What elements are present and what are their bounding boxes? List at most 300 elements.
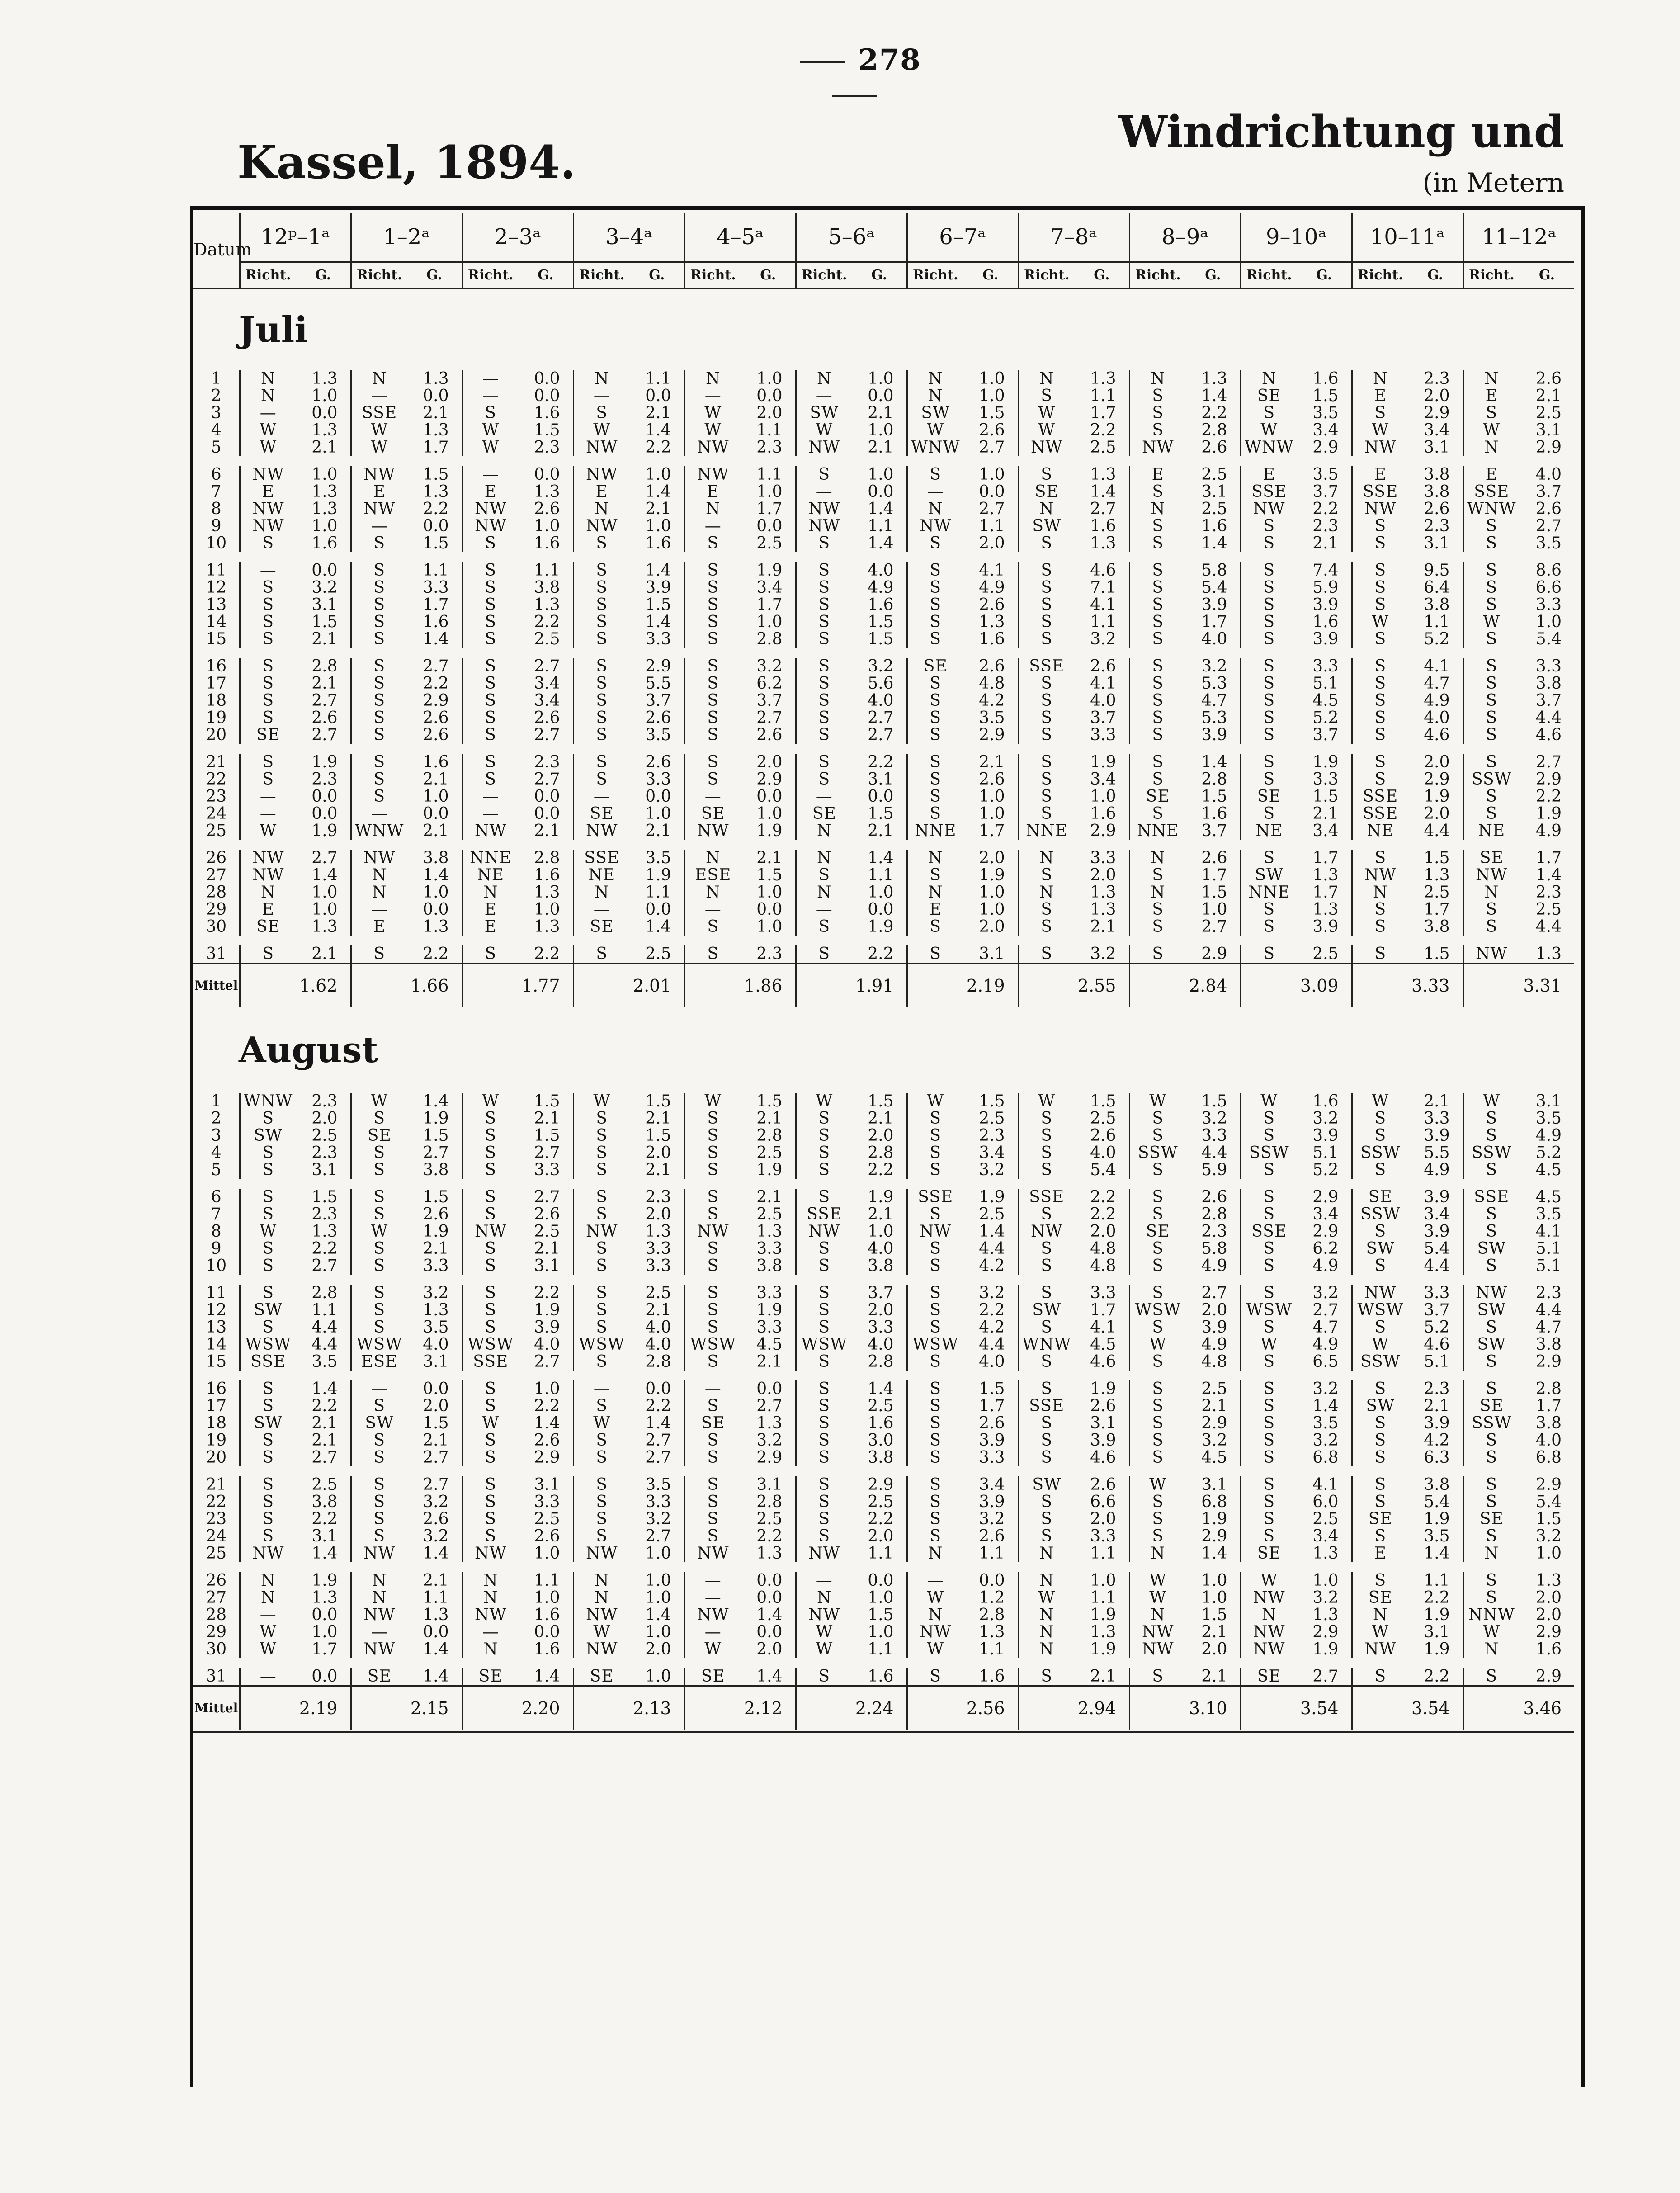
speed-cell: 1.0 bbox=[534, 1380, 560, 1398]
direction-cell: NW bbox=[684, 439, 741, 456]
direction-cell: S bbox=[796, 562, 852, 579]
direction-cell: NW bbox=[462, 1607, 519, 1624]
direction-cell: N bbox=[1018, 1607, 1075, 1624]
direction-cell: S bbox=[351, 535, 407, 552]
direction-cell: S bbox=[1129, 692, 1186, 709]
speed-cell: 2.5 bbox=[756, 1510, 783, 1528]
speed-cell: 1.3 bbox=[423, 1301, 449, 1319]
direction-cell: S bbox=[1241, 1511, 1297, 1528]
direction-cell: S bbox=[240, 1398, 296, 1415]
speed-cell: 1.5 bbox=[1424, 945, 1450, 963]
direction-cell: S bbox=[1352, 596, 1408, 614]
speed-cell: 1.7 bbox=[423, 596, 449, 614]
direction-cell: S bbox=[240, 579, 296, 596]
speed-cell: 1.3 bbox=[311, 369, 338, 388]
speed-cell: 2.0 bbox=[1535, 1606, 1562, 1624]
hour-header: 10–11ᵃ bbox=[1352, 213, 1463, 262]
direction-cell: S bbox=[1129, 1415, 1186, 1432]
speed-cell: 3.7 bbox=[1312, 482, 1339, 501]
direction-cell: W bbox=[1129, 1336, 1186, 1353]
speed-cell: 1.0 bbox=[645, 804, 671, 823]
direction-cell: S bbox=[462, 579, 519, 596]
date-cell: 1 bbox=[211, 369, 222, 388]
direction-cell: W bbox=[351, 422, 407, 439]
direction-subheader: Richt. bbox=[240, 262, 296, 288]
hour-header-row bbox=[193, 213, 1574, 262]
speed-cell: 3.7 bbox=[1535, 482, 1562, 501]
speed-cell: 2.1 bbox=[1424, 1397, 1450, 1415]
direction-cell: W bbox=[351, 439, 407, 456]
direction-cell: S bbox=[684, 1494, 741, 1511]
speed-cell: 3.3 bbox=[423, 1257, 449, 1275]
direction-cell: S bbox=[1018, 1353, 1075, 1371]
date-cell: 4 bbox=[211, 1144, 222, 1162]
direction-cell: S bbox=[1352, 1162, 1408, 1179]
direction-cell: S bbox=[240, 535, 296, 552]
direction-cell: S bbox=[573, 1206, 630, 1223]
speed-cell: 3.1 bbox=[1201, 482, 1227, 501]
speed-cell: 3.9 bbox=[1090, 1431, 1116, 1450]
direction-cell: S bbox=[684, 945, 741, 964]
direction-cell: S bbox=[351, 1302, 407, 1319]
direction-cell: S bbox=[907, 771, 963, 788]
speed-cell: 5.1 bbox=[1424, 1352, 1450, 1371]
speed-cell: 2.2 bbox=[1201, 404, 1227, 422]
speed-cell: 3.9 bbox=[1424, 1222, 1450, 1241]
speed-cell: 2.7 bbox=[311, 726, 338, 744]
direction-cell: NW bbox=[351, 850, 407, 867]
date-cell: 20 bbox=[206, 1448, 227, 1467]
direction-cell: S bbox=[796, 1302, 852, 1319]
direction-cell: N bbox=[1018, 1641, 1075, 1658]
direction-cell: S bbox=[796, 1353, 852, 1371]
direction-cell: N bbox=[1463, 1545, 1520, 1562]
direction-cell: S bbox=[573, 1302, 630, 1319]
speed-cell: 1.5 bbox=[1535, 1510, 1562, 1528]
speed-cell: 1.9 bbox=[1424, 1606, 1450, 1624]
speed-cell: 2.0 bbox=[1201, 1640, 1227, 1659]
group-spacer bbox=[193, 1179, 1574, 1189]
speed-cell: 2.9 bbox=[645, 657, 671, 676]
direction-cell: NW bbox=[240, 501, 296, 518]
speed-cell: 2.6 bbox=[979, 421, 1005, 440]
direction-cell: — bbox=[907, 1572, 963, 1589]
speed-cell: 0.0 bbox=[756, 387, 783, 405]
direction-cell: NW bbox=[573, 1641, 630, 1658]
direction-cell: S bbox=[1129, 901, 1186, 918]
direction-cell: — bbox=[573, 901, 630, 918]
direction-cell: S bbox=[573, 596, 630, 614]
speed-cell: 1.4 bbox=[1201, 534, 1227, 553]
direction-cell: S bbox=[1129, 1353, 1186, 1371]
speed-cell: 1.3 bbox=[1312, 1544, 1339, 1563]
direction-cell: S bbox=[907, 1285, 963, 1302]
direction-cell: S bbox=[573, 675, 630, 692]
direction-cell: — bbox=[684, 901, 741, 918]
speed-cell: 2.0 bbox=[979, 917, 1005, 936]
speed-cell: 3.2 bbox=[979, 1161, 1005, 1179]
speed-cell: 1.5 bbox=[1090, 1092, 1116, 1111]
direction-cell: S bbox=[907, 1511, 963, 1528]
speed-cell: 2.0 bbox=[1090, 866, 1116, 884]
speed-cell: 5.4 bbox=[1424, 1239, 1450, 1258]
speed-cell: 0.0 bbox=[756, 1571, 783, 1590]
speed-cell: 1.9 bbox=[756, 822, 783, 840]
direction-cell: N bbox=[1018, 1572, 1075, 1589]
direction-cell: S bbox=[907, 754, 963, 771]
speed-cell: 2.6 bbox=[979, 770, 1005, 789]
direction-cell: — bbox=[462, 370, 519, 388]
speed-cell: 3.1 bbox=[311, 1161, 338, 1179]
direction-cell: — bbox=[351, 1380, 407, 1398]
speed-cell: 3.8 bbox=[1424, 465, 1450, 484]
speed-cell: 2.0 bbox=[311, 1109, 338, 1128]
speed-cell: 2.7 bbox=[311, 691, 338, 710]
speed-cell: 3.8 bbox=[756, 1257, 783, 1275]
direction-cell: N bbox=[1129, 1607, 1186, 1624]
speed-cell: 5.2 bbox=[1424, 1318, 1450, 1337]
speed-cell: 2.8 bbox=[1201, 1205, 1227, 1224]
direction-cell: S bbox=[1352, 1110, 1408, 1127]
direction-cell: S bbox=[1463, 596, 1520, 614]
speed-cell: 3.0 bbox=[868, 1431, 894, 1450]
direction-cell: NW bbox=[573, 518, 630, 535]
direction-cell: NW bbox=[462, 822, 519, 840]
direction-cell: S bbox=[1018, 1206, 1075, 1223]
group-spacer-cell bbox=[193, 1179, 1574, 1189]
speed-cell: 1.3 bbox=[756, 1222, 783, 1241]
direction-cell: S bbox=[240, 1162, 296, 1179]
direction-cell: S bbox=[684, 1240, 741, 1257]
direction-cell: S bbox=[351, 1285, 407, 1302]
direction-cell: S bbox=[684, 1449, 741, 1466]
table-row bbox=[193, 1572, 1574, 1589]
direction-cell: E bbox=[462, 901, 519, 918]
table-row bbox=[193, 1624, 1574, 1641]
speed-cell: 2.2 bbox=[311, 1510, 338, 1528]
table-row bbox=[193, 1257, 1574, 1275]
speed-cell: 2.9 bbox=[1424, 404, 1450, 422]
direction-cell: NW bbox=[1463, 945, 1520, 964]
direction-cell: SSE bbox=[1352, 483, 1408, 501]
direction-cell: SW bbox=[1241, 867, 1297, 884]
speed-cell: 1.7 bbox=[756, 596, 783, 614]
speed-subheader: G. bbox=[630, 262, 684, 288]
direction-cell: S bbox=[573, 1353, 630, 1371]
direction-cell: SW bbox=[1463, 1336, 1520, 1353]
direction-cell: S bbox=[796, 1476, 852, 1494]
mean-direction-cell bbox=[351, 964, 407, 1007]
direction-cell: SW bbox=[1463, 1240, 1520, 1257]
speed-cell: 5.3 bbox=[1201, 674, 1227, 693]
speed-cell: 1.9 bbox=[1090, 1606, 1116, 1624]
direction-cell: S bbox=[351, 1189, 407, 1206]
group-spacer bbox=[193, 840, 1574, 850]
speed-cell: 2.0 bbox=[1090, 1222, 1116, 1241]
speed-cell: 0.0 bbox=[868, 900, 894, 919]
direction-cell: S bbox=[462, 692, 519, 709]
date-cell: 31 bbox=[206, 1667, 227, 1686]
speed-cell: 2.2 bbox=[423, 674, 449, 693]
direction-cell: — bbox=[462, 788, 519, 805]
speed-cell: 1.9 bbox=[1090, 1380, 1116, 1398]
speed-cell: 2.3 bbox=[311, 1144, 338, 1162]
speed-cell: 2.8 bbox=[645, 1352, 671, 1371]
speed-cell: 3.3 bbox=[1312, 770, 1339, 789]
direction-cell: WSW bbox=[796, 1336, 852, 1353]
speed-cell: 1.0 bbox=[979, 387, 1005, 405]
direction-cell: S bbox=[351, 1144, 407, 1162]
direction-subheader: Richt. bbox=[1018, 262, 1075, 288]
direction-cell: N bbox=[1129, 884, 1186, 901]
speed-cell: 4.1 bbox=[1090, 1318, 1116, 1337]
speed-cell: 2.7 bbox=[423, 1475, 449, 1494]
speed-cell: 2.7 bbox=[645, 1448, 671, 1467]
direction-cell: S bbox=[684, 771, 741, 788]
speed-cell: 2.8 bbox=[311, 1284, 338, 1302]
direction-cell: W bbox=[1352, 1624, 1408, 1641]
speed-cell: 2.2 bbox=[534, 1397, 560, 1415]
speed-cell: 2.7 bbox=[534, 657, 560, 676]
direction-cell: S bbox=[240, 1144, 296, 1162]
direction-cell: S bbox=[462, 1189, 519, 1206]
direction-cell: S bbox=[1352, 1380, 1408, 1398]
group-spacer-cell bbox=[193, 1275, 1574, 1285]
speed-cell: 2.1 bbox=[645, 822, 671, 840]
direction-cell: S bbox=[1129, 1127, 1186, 1144]
direction-cell: S bbox=[1241, 1110, 1297, 1127]
direction-cell: S bbox=[1018, 945, 1075, 964]
speed-cell: 1.5 bbox=[645, 1092, 671, 1111]
date-cell: 1 bbox=[211, 1092, 222, 1111]
direction-cell: S bbox=[1129, 1162, 1186, 1179]
direction-cell: E bbox=[1352, 1545, 1408, 1562]
date-cell: 10 bbox=[206, 1257, 227, 1275]
speed-cell: 1.0 bbox=[1535, 1544, 1562, 1563]
speed-cell: 2.7 bbox=[1312, 1301, 1339, 1319]
speed-cell: 1.3 bbox=[534, 883, 560, 902]
mean-direction-cell bbox=[907, 964, 963, 1007]
direction-cell: W bbox=[240, 1641, 296, 1658]
speed-cell: 1.0 bbox=[311, 465, 338, 484]
speed-cell: 1.1 bbox=[979, 1640, 1005, 1659]
speed-cell: 1.5 bbox=[423, 1188, 449, 1206]
direction-cell: S bbox=[1241, 1240, 1297, 1257]
table-row bbox=[193, 822, 1574, 840]
speed-cell: 5.3 bbox=[1201, 709, 1227, 727]
date-cell: 8 bbox=[211, 500, 222, 518]
speed-cell: 2.8 bbox=[1201, 421, 1227, 440]
direction-cell: S bbox=[1018, 754, 1075, 771]
speed-cell: 1.0 bbox=[868, 369, 894, 388]
direction-cell: S bbox=[1352, 658, 1408, 675]
direction-cell: N bbox=[1241, 370, 1297, 388]
direction-cell: S bbox=[907, 1476, 963, 1494]
direction-cell: S bbox=[573, 405, 630, 422]
direction-cell: SE bbox=[351, 1668, 407, 1686]
direction-cell: NW bbox=[684, 1607, 741, 1624]
direction-cell: WSW bbox=[240, 1336, 296, 1353]
direction-cell: N bbox=[1018, 370, 1075, 388]
direction-cell: NW bbox=[240, 1545, 296, 1562]
speed-cell: 4.0 bbox=[645, 1335, 671, 1354]
speed-cell: 2.7 bbox=[423, 657, 449, 676]
speed-cell: 2.6 bbox=[423, 709, 449, 727]
speed-cell: 4.0 bbox=[868, 561, 894, 580]
direction-cell: — bbox=[351, 1624, 407, 1641]
direction-cell: N bbox=[462, 1641, 519, 1658]
speed-cell: 3.2 bbox=[311, 578, 338, 597]
direction-cell: NW bbox=[1129, 1641, 1186, 1658]
speed-cell: 2.6 bbox=[979, 1527, 1005, 1545]
speed-subheader: G. bbox=[1186, 262, 1241, 288]
direction-cell: W bbox=[462, 439, 519, 456]
speed-cell: 1.4 bbox=[423, 630, 449, 648]
speed-cell: 4.4 bbox=[311, 1318, 338, 1337]
speed-cell: 2.5 bbox=[868, 1493, 894, 1511]
speed-cell: 2.1 bbox=[423, 1571, 449, 1590]
direction-cell: N bbox=[1018, 501, 1075, 518]
direction-cell: SW bbox=[1352, 1240, 1408, 1257]
direction-cell: S bbox=[1463, 562, 1520, 579]
speed-cell: 0.0 bbox=[423, 387, 449, 405]
direction-cell: W bbox=[1129, 1093, 1186, 1110]
direction-cell: W bbox=[907, 1093, 963, 1110]
direction-cell: S bbox=[1241, 596, 1297, 614]
speed-cell: 0.0 bbox=[534, 465, 560, 484]
direction-cell: W bbox=[462, 1415, 519, 1432]
direction-cell: S bbox=[351, 1476, 407, 1494]
speed-cell: 3.8 bbox=[1535, 1414, 1562, 1432]
direction-cell: — bbox=[684, 388, 741, 405]
direction-cell: S bbox=[462, 1127, 519, 1144]
direction-cell: N bbox=[907, 884, 963, 901]
direction-cell: S bbox=[796, 945, 852, 964]
direction-cell: SSW bbox=[1463, 771, 1520, 788]
speed-cell: 2.2 bbox=[311, 1397, 338, 1415]
direction-cell: S bbox=[573, 1528, 630, 1545]
direction-cell: S bbox=[1352, 1432, 1408, 1449]
direction-cell: — bbox=[240, 805, 296, 822]
speed-cell: 1.0 bbox=[868, 883, 894, 902]
speed-cell: 1.9 bbox=[868, 917, 894, 936]
speed-cell: 2.7 bbox=[868, 709, 894, 727]
speed-cell: 2.0 bbox=[756, 753, 783, 771]
speed-cell: 1.5 bbox=[1312, 787, 1339, 806]
speed-subheader: G. bbox=[296, 262, 351, 288]
direction-cell: WSW bbox=[684, 1336, 741, 1353]
speed-cell: 1.0 bbox=[423, 883, 449, 902]
direction-cell: S bbox=[1463, 1572, 1520, 1589]
date-cell: 3 bbox=[211, 404, 222, 422]
direction-cell: S bbox=[796, 675, 852, 692]
direction-cell: S bbox=[1129, 754, 1186, 771]
direction-cell: S bbox=[351, 579, 407, 596]
date-cell: 9 bbox=[211, 517, 222, 535]
direction-cell: S bbox=[796, 867, 852, 884]
speed-cell: 3.5 bbox=[1312, 404, 1339, 422]
direction-cell: S bbox=[1352, 1476, 1408, 1494]
mean-speed-cell: 2.56 bbox=[963, 1686, 1018, 1730]
direction-cell: W bbox=[1241, 1336, 1297, 1353]
speed-cell: 2.0 bbox=[1424, 387, 1450, 405]
direction-cell: S bbox=[1018, 1511, 1075, 1528]
direction-cell: S bbox=[1352, 1415, 1408, 1432]
speed-cell: 1.9 bbox=[1424, 1640, 1450, 1659]
speed-cell: 4.2 bbox=[1424, 1431, 1450, 1450]
speed-cell: 1.3 bbox=[534, 917, 560, 936]
direction-cell: NW bbox=[351, 1641, 407, 1658]
speed-cell: 1.3 bbox=[645, 1222, 671, 1241]
date-cell: 15 bbox=[206, 630, 227, 648]
speed-cell: 1.2 bbox=[979, 1588, 1005, 1607]
speed-cell: 2.2 bbox=[423, 945, 449, 963]
speed-cell: 1.0 bbox=[868, 1222, 894, 1241]
date-header: Datum bbox=[193, 213, 240, 288]
direction-cell: S bbox=[1241, 1415, 1297, 1432]
direction-cell: S bbox=[796, 1127, 852, 1144]
direction-cell: S bbox=[351, 1432, 407, 1449]
direction-cell: NW bbox=[907, 1624, 963, 1641]
direction-cell: N bbox=[684, 850, 741, 867]
speed-cell: 3.9 bbox=[645, 578, 671, 597]
speed-cell: 4.0 bbox=[1090, 1144, 1116, 1162]
direction-cell: SSE bbox=[796, 1206, 852, 1223]
speed-cell: 1.4 bbox=[868, 534, 894, 553]
speed-cell: 1.5 bbox=[1201, 1092, 1227, 1111]
direction-cell: N bbox=[351, 867, 407, 884]
speed-cell: 1.9 bbox=[756, 1161, 783, 1179]
direction-cell: S bbox=[1463, 1353, 1520, 1371]
speed-cell: 1.5 bbox=[868, 613, 894, 631]
direction-cell: SW bbox=[351, 1415, 407, 1432]
direction-cell: S bbox=[684, 727, 741, 744]
group-spacer bbox=[193, 552, 1574, 562]
table-row bbox=[193, 771, 1574, 788]
direction-cell: S bbox=[462, 727, 519, 744]
speed-cell: 4.4 bbox=[311, 1335, 338, 1354]
speed-cell: 1.5 bbox=[423, 1414, 449, 1432]
speed-cell: 2.1 bbox=[1312, 804, 1339, 823]
speed-cell: 1.4 bbox=[1535, 866, 1562, 884]
speed-cell: 2.3 bbox=[534, 753, 560, 771]
direction-cell: W bbox=[684, 1641, 741, 1658]
mean-direction-cell bbox=[907, 1686, 963, 1730]
speed-cell: 2.9 bbox=[1535, 1623, 1562, 1641]
speed-cell: 1.4 bbox=[645, 1606, 671, 1624]
speed-cell: 0.0 bbox=[868, 387, 894, 405]
speed-cell: 6.3 bbox=[1424, 1448, 1450, 1467]
direction-cell: S bbox=[240, 771, 296, 788]
speed-cell: 4.7 bbox=[1201, 691, 1227, 710]
direction-cell: W bbox=[1463, 1624, 1520, 1641]
direction-cell: SW bbox=[1018, 1476, 1075, 1494]
direction-cell: NE bbox=[1352, 822, 1408, 840]
speed-cell: 1.1 bbox=[1090, 387, 1116, 405]
direction-cell: SSE bbox=[907, 1189, 963, 1206]
speed-cell: 1.3 bbox=[423, 369, 449, 388]
direction-cell: NNW bbox=[1463, 1607, 1520, 1624]
table-row bbox=[193, 692, 1574, 709]
speed-cell: 3.7 bbox=[1535, 691, 1562, 710]
date-cell: 11 bbox=[206, 561, 227, 580]
direction-cell: SE bbox=[684, 1668, 741, 1686]
direction-cell: S bbox=[907, 1144, 963, 1162]
speed-cell: 1.1 bbox=[1090, 1588, 1116, 1607]
speed-cell: 4.4 bbox=[979, 1335, 1005, 1354]
speed-cell: 4.4 bbox=[1424, 1257, 1450, 1275]
date-cell: 30 bbox=[206, 1640, 227, 1659]
